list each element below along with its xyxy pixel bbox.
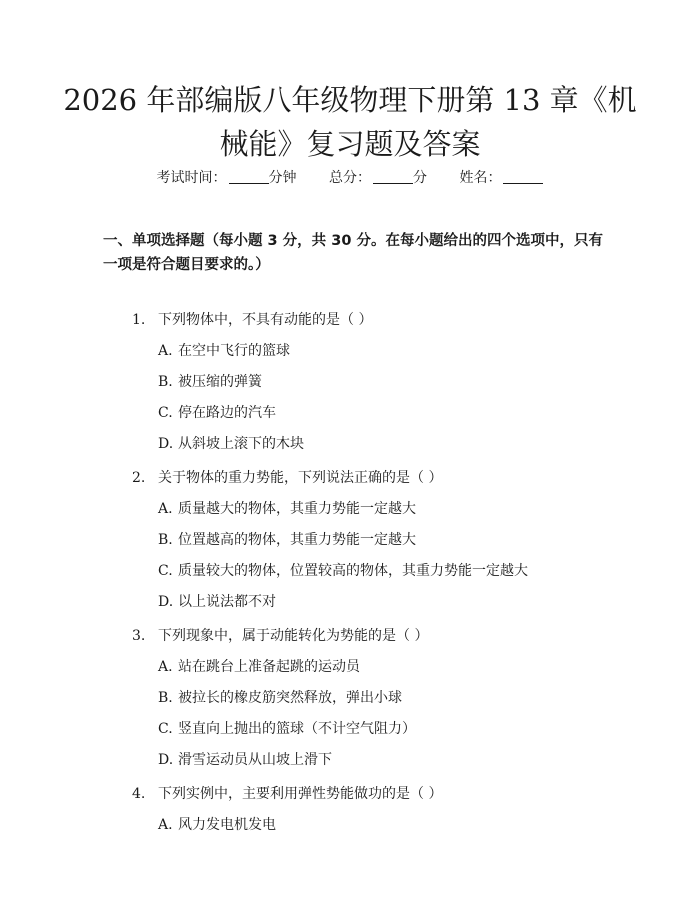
option-2c — [158, 561, 528, 581]
option-text: 位置越高的物体，其重力势能一定越大 — [178, 532, 416, 548]
option-text: 滑雪运动员从山坡上滑下 — [178, 752, 332, 768]
option-3d — [158, 750, 332, 770]
option-1c — [158, 403, 276, 423]
section-heading: 一、单项选择题（每小题 3 分，共 30 分。在每小题给出的四个选项中，只有一项是符合题目要求的。） — [103, 233, 603, 273]
option-text: 从斜坡上滚下的木块 — [178, 436, 304, 452]
option-letter: A. — [158, 817, 173, 833]
option-2d — [158, 592, 276, 612]
option-letter: A. — [158, 501, 173, 517]
option-text: 被压缩的弹簧 — [178, 374, 262, 390]
option-letter: D. — [158, 436, 174, 452]
option-text: 质量较大的物体，位置较高的物体，其重力势能一定越大 — [178, 563, 528, 579]
option-letter: B. — [158, 374, 173, 390]
total-score-unit: 分 — [413, 170, 427, 186]
total-score-blank — [373, 169, 413, 184]
option-letter: A. — [158, 343, 173, 359]
title-line-1: 2026 年部编版八年级物理下册第 13 章《机 — [63, 83, 637, 117]
option-letter: A. — [158, 659, 173, 675]
option-2a — [158, 499, 416, 519]
option-2b — [158, 530, 416, 550]
option-3b — [158, 688, 402, 708]
option-text: 风力发电机发电 — [178, 817, 276, 833]
option-letter: D. — [158, 594, 174, 610]
question-stem: 下列物体中，不具有动能的是（ ） — [158, 312, 373, 328]
question-stem: 下列实例中，主要利用弹性势能做功的是（ ） — [158, 786, 443, 802]
option-text: 被拉长的橡皮筋突然释放，弹出小球 — [178, 690, 402, 706]
option-text: 在空中飞行的篮球 — [178, 343, 290, 359]
option-text: 站在跳台上准备起跳的运动员 — [178, 659, 360, 675]
student-name-label: 姓名： — [459, 170, 502, 186]
option-3a — [158, 657, 360, 677]
option-text: 停在路边的汽车 — [178, 405, 276, 421]
question-number: 3. — [132, 628, 146, 644]
exam-meta — [0, 168, 700, 188]
exam-time-blank — [229, 169, 269, 184]
option-1a — [158, 341, 290, 361]
option-letter: C. — [158, 405, 173, 421]
option-letter: B. — [158, 532, 173, 548]
total-score-label: 总分： — [329, 170, 371, 186]
option-1b — [158, 372, 262, 392]
title-line-2: 械能》复习题及答案 — [219, 127, 481, 161]
question-number: 1. — [132, 312, 146, 328]
student-name-blank — [503, 169, 543, 184]
option-text: 竖直向上抛出的篮球（不计空气阻力） — [178, 721, 416, 737]
question-number: 2. — [132, 470, 146, 486]
option-4a — [158, 815, 276, 835]
option-letter: D. — [158, 752, 174, 768]
student-name — [459, 170, 543, 186]
question-stem: 下列现象中，属于动能转化为势能的是（ ） — [158, 628, 429, 644]
question-number: 4. — [132, 786, 146, 802]
option-3c — [158, 719, 416, 739]
exam-time — [157, 170, 297, 186]
document-title — [60, 78, 640, 166]
question-3 — [132, 626, 428, 646]
option-1d — [158, 434, 304, 454]
exam-time-unit: 分钟 — [268, 170, 297, 186]
question-4 — [132, 784, 442, 804]
option-text: 以上说法都不对 — [178, 594, 276, 610]
option-text: 质量越大的物体，其重力势能一定越大 — [178, 501, 416, 517]
question-stem: 关于物体的重力势能，下列说法正确的是（ ） — [158, 470, 443, 486]
total-score — [329, 170, 427, 186]
question-1 — [132, 310, 372, 330]
exam-time-label: 考试时间： — [156, 170, 227, 186]
option-letter: C. — [158, 721, 173, 737]
option-letter: C. — [158, 563, 173, 579]
option-letter: B. — [158, 690, 173, 706]
question-2 — [132, 468, 442, 488]
